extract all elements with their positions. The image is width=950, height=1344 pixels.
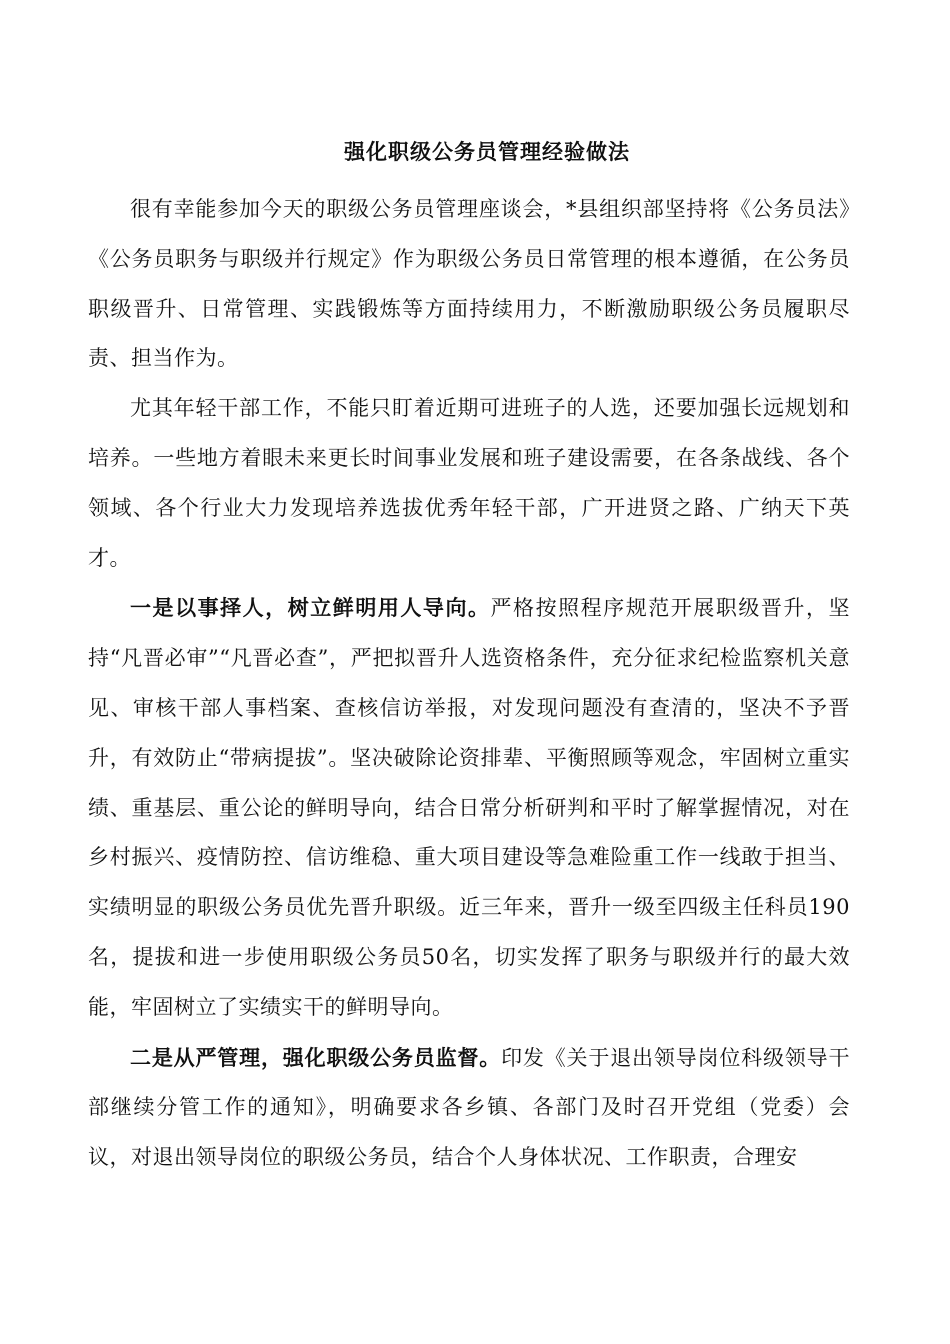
paragraph-lead: 二是从严管理，强化职级公务员监督。: [130, 1044, 502, 1070]
paragraph-intro: [88, 185, 850, 384]
paragraph-young-cadres: [88, 384, 850, 583]
paragraph-lead: 一是以事择人，树立鲜明用人导向。: [130, 595, 491, 621]
document-title: 强化职级公务员管理经验做法: [344, 139, 630, 164]
paragraph-point-two: [88, 1033, 850, 1183]
paragraph-text: 严格按照程序规范开展职级晋升，坚持“凡晋必审”“凡晋必查”，严把拟晋升人选资格条件，充分征求纪检监察机关意见、审核干部人事档案、查核信访举报，对发现问题没有查清的，坚决不予晋升，有效防止“带病提拔”。坚决破除论资排辈、平衡照顾等观念，牢固树立重实绩、重基层、重公论的鲜明导向，结合日常分析研判和平时了解掌握情况，对在乡村振兴、疫情防控、信访维稳、重大项目建设等急难险重工作一线敢于担当、实绩明显的职级公务员优先晋升职级。近三年来，晋升一级至四级主任科员190名，提拔和进一步使用职级公务员50名，切实发挥了职务与职级并行的最大效能，牢固树立了实绩实干的鲜明导向。: [88, 596, 850, 1019]
paragraph-text: 很有幸能参加今天的职级公务员管理座谈会，*县组织部坚持将《公务员法》《公务员职务与职级并行规定》作为职级公务员日常管理的根本遵循，在公务员职级晋升、日常管理、实践锻炼等方面持续用力，不断激励职级公务员履职尽责、担当作为。: [88, 197, 850, 371]
paragraph-text: 尤其年轻干部工作，不能只盯着近期可进班子的人选，还要加强长远规划和培养。一些地方着眼未来更长时间事业发展和班子建设需要，在各条战线、各个领域、各个行业大力发现培养选拔优秀年轻干部，广开进贤之路、广纳天下英才。: [88, 396, 850, 570]
paragraph-text: 印发《关于退出领导岗位科级领导干部继续分管工作的通知》，明确要求各乡镇、各部门及时召开党组（党委）会议，对退出领导岗位的职级公务员，结合个人身体状况、工作职责，合理安: [88, 1045, 850, 1170]
paragraph-point-one: [88, 583, 850, 1032]
